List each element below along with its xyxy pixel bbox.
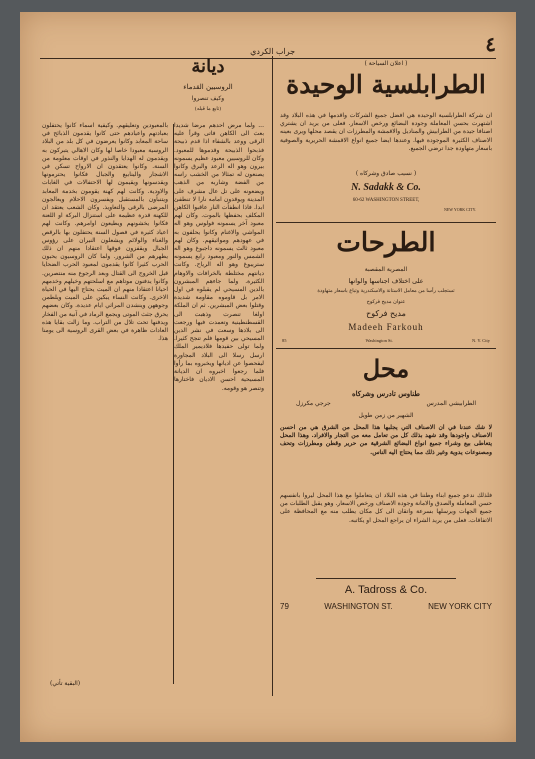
ad-tarahat-sub2: على اختلاف اجناسها والوانها [348,277,424,285]
article-note: (تابع ما قبله) [194,106,222,112]
ad-mahal-body2: فلذلك ندعو جميع ابناء وطننا في هذه البلاد ان يتعاملوا مع هذا المحل ليروا بانفسهم حسن المعاملة والصدق والامانة وجودة الاصناف ورخص الاسعار. وهو يقبل الطلبات من جميع الجهات ويرسلها بسرعة واتقان الى كل مكان يطلب منه مع المحافظة على الاتفاقات. فعلى من يريد الشراء ان يراجع المحل او يكاتبه. [280,492,492,524]
ad-tarabish-title: الطرابلسية الوحيدة [286,70,486,99]
ad-tarahat-address-number: 85 [282,338,287,343]
article-subtitle2: وكيف تنصروا [191,95,225,102]
ad-tarahat-owner-ar: مديح فركوح [366,309,406,318]
article-title: ديانة [191,56,225,77]
ad-mahal-address-street: WASHINGTON ST. [324,602,393,611]
ad-tarabish-body: ان شركة الطرابلسية الوحيدة هي افضل جميع الشركات واقدمها في هذه البلاد وقد اشتهرت بحسن المعاملة وجودة البضائع ورخص الاسعار. فعلى من يريد ان يشتري اصنافا جيدة من الطرابيش والمناديل والاقمشة والمطرزات ان يقصد محلها ويرى بعينه الاصناف الكثيرة الموجودة فيها. وعندها ايضا جميع انواع الاقمشة الحريرية والصوفية باسعار متهاودة جدا ترضي الجميع. [280,112,492,152]
ad-tarabish-company-en: N. Sadakk & Co. [351,182,421,193]
ad-mahal-names [296,400,476,407]
ad-divider-3 [316,578,456,579]
ad-mahal-title: محل [362,354,410,383]
page-header [40,32,496,59]
ad-mahal-left-name: جرجي مكرزل [296,400,331,407]
ads-column [276,56,496,696]
ad-tarahat-owner-en: Madeeh Farkouh [348,322,424,332]
ad-mahal-address-city: NEW YORK CITY [428,602,492,611]
ad-mahal-body1: لا شك عندنا في ان الاصناف التي يجلبها هذا المحل من الشرق هي من احسن الاصناف واجودها وقد شهد بذلك كل من تعامل معه من التجار والافراد. وهذا المحل يتعاطى بيع وشراء جميع انواع البضائع الشرقية من حرير وقطن ومطرزات وتحف ومصنوعات يدوية وغير ذلك مما يحتاج اليه الناس. [280,424,492,456]
ad-mahal-sub: طناوس تادرس وشركاه [352,389,420,398]
ad-tarabish-company-ar: ( نسيب صادق وشركاه ) [355,170,417,177]
article-col-right: ... ولما مرض احدهم مرضا شديدا بعث الى الكاهن فاتى وقرأ عليه الرقى ووعد بالشفاء اذا قدم ذبيحة فذبحوا الذبيحة وقدموها للمعبود. وكان للروسيين معبود عظيم يسمونه بيرون وهو اله الرعد والبرق وكانوا يصنعون له تمثالا من الخشب راسه من الفضة وشاربه من الذهب ويضعونه على تل عال مشرف على المدينة ويوقدون امامه نارا لا تنطفئ ابدا. فاذا انطفأت النار عاقبوا الكاهن المكلف بحفظها بالموت. وكان لهم معبود آخر يسمونه فولوس وهو اله المواشي والاغنام وكانوا يحلفون به في عهودهم ومواثيقهم. وكان لهم معبود ثالث يسمونه داجبوغ وهو اله الشمس والنور ومعبود رابع يسمونه ستريبوغ وهو اله الرياح. وكانت ديانتهم مختلطة بالخرافات والاوهام الكثيرة. ولما جاءهم المبشرون بالدين المسيحي لم يقبلوه في اول الامر بل قاوموه مقاومة شديدة وقتلوا بعض المبشرين. ثم ان الملكة اولغا تنصرت وذهبت الى القسطنطينية وتعمدت فيها ورجعت الى بلادها وسعت في نشر الدين المسيحي بين قومها فلم تنجح كثيرا. ولما تولى حفيدها فلاديمير الملك ارسل رسلا الى البلاد المجاورة ليفحصوا عن اديانها ويخبروه بما رأوا فلما رجعوا اخبروه ان الديانة المسيحية احسن الاديان فاختارها وتنصر هو وقومه. [174,122,264,392]
ad-tarahat-address-city: N. Y. City [471,338,490,343]
ad-mahal-address-number: 79 [280,602,289,611]
ad-tarahat-address [282,338,490,343]
article-continued: (البقية تأتي) [50,680,81,687]
ad-tarahat-address-street: Washington St. [365,338,393,343]
ad-mahal-right-name: الطرابيشي المدرس [426,400,476,407]
ad-mahal-company-en: A. Tadross & Co. [344,584,428,596]
article-subtitle: الروسيين القدماء [183,83,233,91]
journal-name: جراب الكردي [250,47,296,56]
ad-tarahat-sub4: عنوان مديح فركوح [366,299,406,305]
article-column [40,56,268,696]
page-number: ٤ [485,32,496,56]
ad-tarahat-sub1: المصرية المقصبة [364,266,408,273]
ad-tarabish-address: 60-62 WASHINGTON STREET, [352,198,420,203]
newspaper-page [20,12,516,742]
ad-mahal-sub2: الشهير من زمن طويل [358,412,414,419]
article-col-left: بالمعبودين وتعليقهم. وكيفية اسماء كانوا يحتفلون بعبادتهم واعيادهم حتى كانوا يقدمون الذبائح في ساحة المعابد وكانوا يعرضون في كل بلد من البلاد الروسية معبودا خاصا لها وكان الاهالي يتبركون به ويقدمون له الهدايا والنذور في اوقات معلومة من السنة. وكانوا يعتقدون ان الارواح تسكن في الاشجار والينابيع والجبال فكانوا يحترمونها ويقدسونها ويقيمون لها الاحتفالات في الغابات والاودية. وكانت لهم كهنة يقومون بخدمة المعابد ويتنبأون بالمستقبل ويفسرون الاحلام ويعالجون المرضى بالرقى والتعاويذ. وكان الشعب يعتقد ان للكهنة قدرة عظيمة على استنزال البركة او اللعنة فكانوا يخشونهم ويطيعون اوامرهم. وكانت لهم اعياد كثيرة في فصول السنة يحتفلون بها بالرقص والغناء والولائم ويشعلون النيران على رؤوس الجبال ويقفزون فوقها اعتقادا منهم ان ذلك يطهرهم من الشرور. ولما كان الروسيون يحبون الحرب كثيرا كانوا يقدمون لمعبود الحرب الضحايا قبل الخروج الى القتال وبعد الرجوع منه منتصرين. وكانوا يدفنون موتاهم مع اسلحتهم وخيلهم وخدمهم احيانا اعتقادا منهم ان الميت يحتاج اليها في الحياة الاخرى. وكانت النساء يبكين على الميت ويلطمن وجوههن وينشدن المراثي ايام عديدة. وكان بعضهم يحرق جثث الموتى ويجمع الرماد في آنية من الفخار ويدفنها تحت تلال من التراب. وما زالت بقايا هذه العادات ظاهرة في بعض القرى الروسية الى يومنا هذا. [42,122,168,343]
ad-label: ( اعلان السياحة ) [364,60,408,67]
ad-tarahat-title: الطرحات [336,228,436,258]
ad-mahal-address [280,602,492,611]
column-divider [272,56,273,696]
ad-tarahat-sub3: تستجلب رأسا من معامل الاستانة والاسكندرية وتباع باسعار متهاودة [317,288,455,294]
ad-tarabish-city: NEW YORK CITY. [443,207,476,212]
ad-divider-2 [276,348,496,349]
ad-divider-1 [276,222,496,223]
